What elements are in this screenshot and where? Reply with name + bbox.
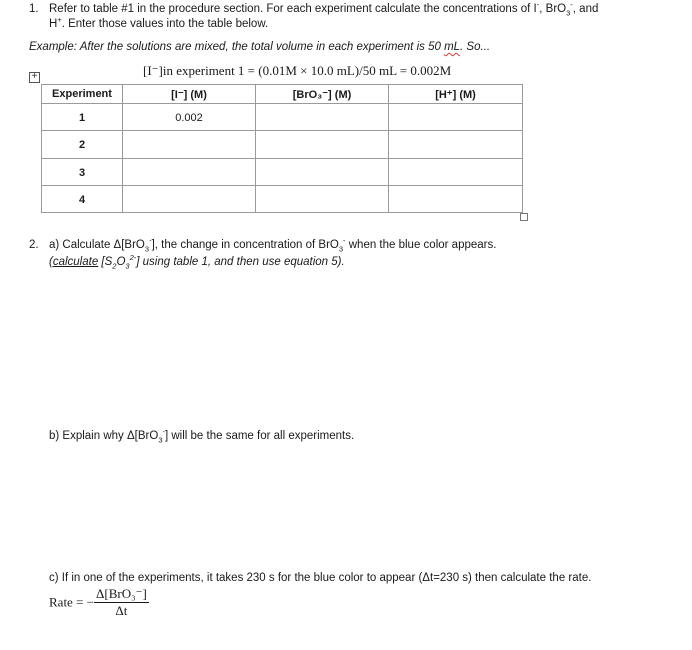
question-2a-line-1: a) Calculate Δ[BrO$_3$-], the change in concentration of BrO$_3$- when the blue color appears. [49,236,497,254]
header-iodide: [I⁻] (M) [123,85,256,104]
bromate-cell[interactable] [256,104,389,131]
hydrogen-cell[interactable] [389,158,523,185]
example-text: Example: After the solutions are mixed, the total volume in each experiment is 50 mL. So... [29,41,491,53]
question-2-number: 2. [29,239,39,251]
rate-numerator: Δ[BrO₃⁻] [96,586,147,601]
iodide-cell[interactable]: 0.002 [123,104,256,131]
table-row [42,185,523,212]
experiment-number: 2 [42,131,123,158]
experiment-number: 3 [42,158,123,185]
question-1-line-2: H+. Enter those values into the table below. [49,15,269,30]
bromate-cell[interactable] [256,158,389,185]
header-bromate: [BrO₃⁻] (M) [256,85,389,104]
question-2a-line-2: (calculate $[S_2O_3^{2-}]$ using table 1, and then use equation 5). [49,253,345,271]
rate-denominator: Δt [115,603,128,618]
table-header-row [42,85,523,104]
experiment-number: 1 [42,104,123,131]
header-experiment: Experiment [42,85,123,104]
example-formula: [I⁻]in experiment 1 = (0.01M × 10.0 mL)/50 mL = 0.002M [143,63,452,78]
iodide-cell[interactable] [123,158,256,185]
question-1-number: 1. [29,3,39,15]
bromate-cell[interactable] [256,131,389,158]
table-row [42,104,523,131]
table-resize-handle[interactable] [520,213,528,221]
rate-label: Rate = − [49,594,94,610]
table-row [42,131,523,158]
hydrogen-cell[interactable] [389,131,523,158]
hydrogen-cell[interactable] [389,185,523,212]
concentration-table [41,84,523,213]
table-row [42,158,523,185]
rate-fraction [94,586,149,619]
hydrogen-cell[interactable] [389,104,523,131]
header-hydrogen: [H⁺] (M) [389,85,523,104]
question-2b: b) Explain why Δ[BrO$_3$-] will be the same for all experiments. [49,427,355,445]
question-1-line-1: Refer to table #1 in the procedure section. For each experiment calculate the concentrations of I-, BrO$_3$-, and [49,0,599,18]
iodide-cell[interactable] [123,185,256,212]
experiment-number: 4 [42,185,123,212]
bromate-cell[interactable] [256,185,389,212]
iodide-cell[interactable] [123,131,256,158]
table-move-handle-icon[interactable]: + [29,72,40,83]
spelling-flag: mL [444,41,461,53]
rate-equation [49,586,149,619]
question-2c: c) If in one of the experiments, it takes 230 s for the blue color to appear (Δt=230 s) then calculate the rate. [49,572,592,584]
